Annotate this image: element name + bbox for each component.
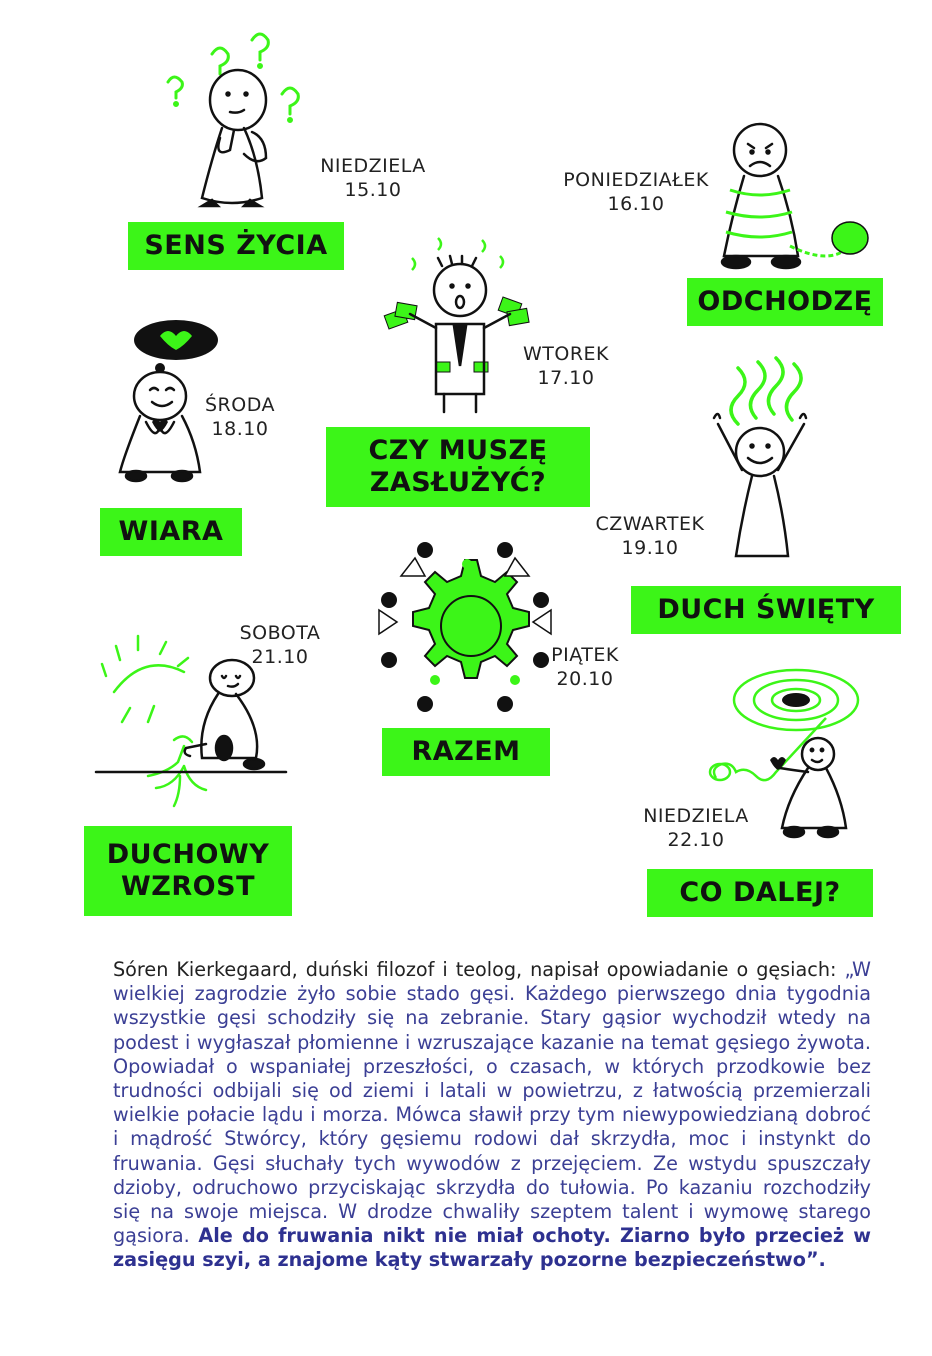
date-wiara <box>190 393 290 441</box>
date-day: NIEDZIELA <box>320 155 426 177</box>
date-wzrost <box>226 621 334 669</box>
title-line: ZASŁUŻYĆ? <box>369 467 547 498</box>
flame-figure-icon <box>708 362 828 562</box>
date-value: 15.10 <box>344 179 402 201</box>
date-day: PIĄTEK <box>551 644 619 666</box>
date-razem <box>536 643 634 691</box>
money-figure-icon <box>382 240 542 420</box>
gear-circle-icon <box>375 530 555 720</box>
date-value: 21.10 <box>251 646 309 668</box>
date-duch <box>580 512 720 560</box>
title-line: CZY MUSZĘ <box>368 435 548 466</box>
title-line: DUCHOWY <box>106 839 270 870</box>
date-sens <box>305 154 441 202</box>
date-value: 16.10 <box>607 193 665 215</box>
story-quote: „W wielkiej zagrodzie żyło sobie stado gęsi. Każdego pierwszego dnia tygodnia wszystkie gęsi schodziły się na zebranie. Stary gąsior wychodził wtedy na podest i wygłaszał płomienne i wzruszające kazanie na temat gęsiego żywota. Opowiadał o wspaniałej przeszłości, o czasach, w których przodkowie bez trudności odbijali się od ziemi i latali w powietrzu, z łatwością przemierzali wielkie połacie lądu i morza. Mówca sławił przy tym niewypowiedzianą dobroć i mądrość Stwórcy, który gęsiemu rodowi dał skrzydła, moc i instynkt do fruwania. Gęsi słuchały tych wywodów z przejęciem. Ze wstydu spuszczały dzioby, odruchowo przyciskając skrzydła do tułowia. Po kazaniu rozchodziły się na swoje miejsca. W drodze chwaliły szeptem talent i wymowę starego gąsiora. <box>113 958 871 1248</box>
title-duchowy-wzrost <box>84 826 292 916</box>
date-odchodze <box>544 168 728 216</box>
date-value: 18.10 <box>211 418 269 440</box>
title-czy-musze-zasluzyc <box>326 427 590 507</box>
date-day: SOBOTA <box>239 622 321 644</box>
title-duch-swiety: DUCH ŚWIĘTY <box>631 586 901 634</box>
thinking-figure-icon <box>160 28 310 218</box>
story-conclusion: Ale do fruwania nikt nie miał ochoty. Ziarno było przecież w zasięgu szyi, a znajome kąty stwarzały pozorne bezpieczeństwo”. <box>113 1224 872 1272</box>
date-day: NIEDZIELA <box>643 805 749 827</box>
title-wiara: WIARA <box>100 508 242 556</box>
title-co-dalej: CO DALEJ? <box>647 869 873 917</box>
date-day: CZWARTEK <box>595 513 705 535</box>
date-zasluzyc <box>506 342 626 390</box>
date-day: WTOREK <box>522 343 609 365</box>
date-dalej <box>628 804 764 852</box>
date-day: ŚRODA <box>204 394 275 416</box>
date-value: 19.10 <box>621 537 679 559</box>
title-razem: RAZEM <box>382 728 550 776</box>
date-value: 17.10 <box>537 367 595 389</box>
title-odchodze: ODCHODZĘ <box>687 278 883 326</box>
story-intro: Sóren Kierkegaard, duński filozof i teolog, napisał opowiadanie o gęsiach: <box>113 958 845 981</box>
title-sens-zycia: SENS ŻYCIA <box>128 222 344 270</box>
title-line: WZROST <box>121 871 255 902</box>
date-value: 20.10 <box>556 668 614 690</box>
story-paragraph <box>113 958 871 1273</box>
date-value: 22.10 <box>667 829 725 851</box>
date-day: PONIEDZIAŁEK <box>563 169 709 191</box>
